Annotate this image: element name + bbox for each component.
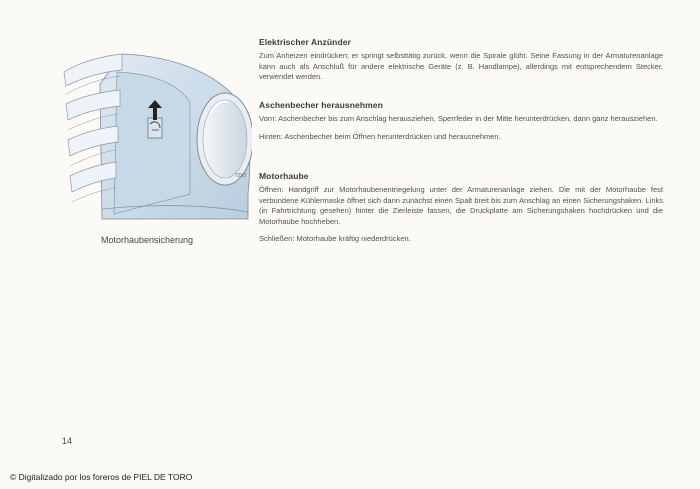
section-paragraph: Öffnen: Handgriff zur Motorhaubenentriegelung unter der Armaturenanlage ziehen. Die mit der Motorhaube fest verbundene Kühlermaske öffnet sich dann zunächst einen Spalt breit bis zum Anschlag an einen Sicherungshaken. Links (in Fahrtrichtung gesehen) hinter die Zierleiste fassen, die Druckplatte am Sicherungshaken hochdrücken und die Motorhaube hochheben. [259,185,663,226]
section-paragraph: Schließen: Motorhaube kräftig niederdrücken. [259,234,411,244]
figure-id: 7293 [235,173,247,179]
section-paragraph: Vorn: Aschenbecher bis zum Anschlag herausziehen, Sperrfeder in der Mitte herunterdrücken, dann ganz herausziehen. [259,114,658,123]
section-paragraph: Hinten: Aschenbecher beim Öffnen herunterdrücken und herausnehmen. [259,131,501,141]
section-heading: Elektrischer Anzünder [259,37,352,47]
section-heading: Aschenbecher herausnehmen [259,100,383,110]
section-paragraph: Zum Anheizen eindrücken; er springt selbsttätig zurück, wenn die Spirale glüht. Seine Fassung in der Armaturenanlage kann auch als Anschluß für andere elektrische Geräte (z. B. Handlampe), allerdings mit entsprechendem Stecker, verwendet werden. [259,51,663,82]
section-ashtray [259,100,658,142]
hood-catch-illustration [62,44,252,224]
section-hood [259,171,663,245]
section-heading: Motorhaube [259,171,309,181]
section-electric-lighter [259,37,663,83]
scan-credit: © Digitalizado por los foreros de PIEL DE TORO [10,472,193,482]
figure-caption: Motorhaubensicherung [101,235,194,245]
page-number: 14 [62,436,73,446]
